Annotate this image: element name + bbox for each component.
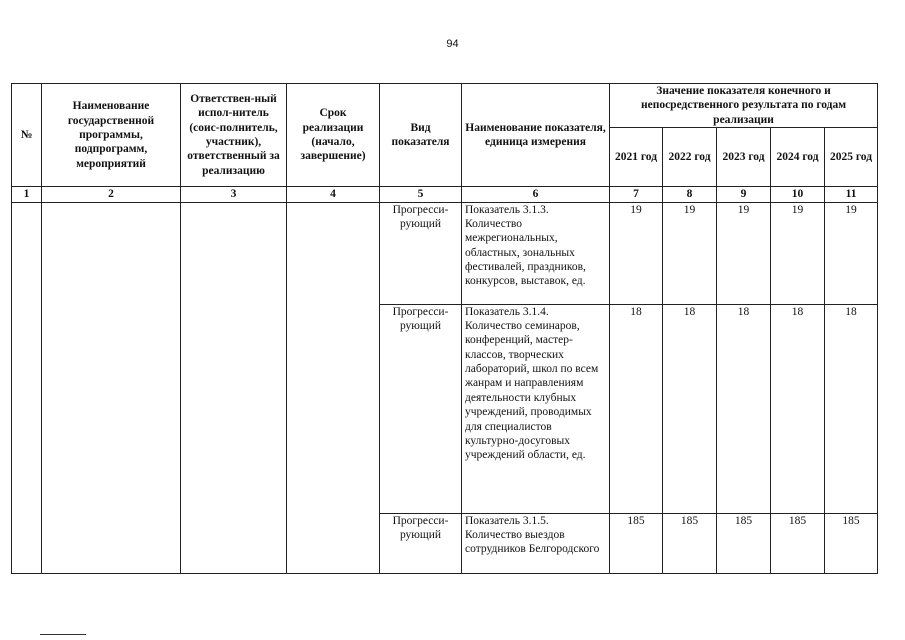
column-number: 1 bbox=[12, 187, 42, 202]
value-2023: 19 bbox=[717, 202, 771, 304]
indicator-name: Показатель 3.1.5. Количество выездов сотрудников Белгородского bbox=[462, 513, 610, 573]
period-cell bbox=[287, 202, 380, 573]
indicator-kind: Прогресси-рующий bbox=[380, 304, 462, 513]
column-number: 3 bbox=[181, 187, 287, 202]
column-number: 7 bbox=[610, 187, 663, 202]
header-year: 2023 год bbox=[717, 128, 771, 187]
program-cell bbox=[42, 202, 181, 573]
scan-bottom-mark bbox=[40, 634, 86, 635]
header-year: 2024 год bbox=[771, 128, 825, 187]
value-2022: 19 bbox=[663, 202, 717, 304]
value-2023: 18 bbox=[717, 304, 771, 513]
table-row bbox=[12, 202, 878, 304]
column-number: 11 bbox=[825, 187, 878, 202]
header-indicator-kind: Вид показателя bbox=[380, 84, 462, 187]
indicator-name: Показатель 3.1.3. Количество межрегиональных, областных, зональных фестивалей, праздников, конкурсов, выставок, ед. bbox=[462, 202, 610, 304]
number-cell bbox=[12, 202, 42, 573]
column-number: 9 bbox=[717, 187, 771, 202]
value-2023: 185 bbox=[717, 513, 771, 573]
value-2025: 19 bbox=[825, 202, 878, 304]
column-number: 2 bbox=[42, 187, 181, 202]
header-year: 2022 год bbox=[663, 128, 717, 187]
header-row-1 bbox=[12, 84, 878, 128]
header-year: 2021 год bbox=[610, 128, 663, 187]
value-2022: 185 bbox=[663, 513, 717, 573]
header-period: Срок реализации (начало, завершение) bbox=[287, 84, 380, 187]
indicator-kind: Прогресси-рующий bbox=[380, 513, 462, 573]
column-number: 4 bbox=[287, 187, 380, 202]
column-number: 10 bbox=[771, 187, 825, 202]
value-2024: 18 bbox=[771, 304, 825, 513]
column-number: 8 bbox=[663, 187, 717, 202]
value-2021: 19 bbox=[610, 202, 663, 304]
value-2024: 19 bbox=[771, 202, 825, 304]
header-values-group: Значение показателя конечного и непосредственного результата по годам реализации bbox=[610, 84, 878, 128]
value-2025: 185 bbox=[825, 513, 878, 573]
indicator-kind: Прогресси-рующий bbox=[380, 202, 462, 304]
executor-cell bbox=[181, 202, 287, 573]
header-indicator-name: Наименование показателя, единица измерения bbox=[462, 84, 610, 187]
value-2024: 185 bbox=[771, 513, 825, 573]
page-number: 94 bbox=[446, 38, 459, 50]
column-number: 5 bbox=[380, 187, 462, 202]
header-number: № bbox=[12, 84, 42, 187]
value-2025: 18 bbox=[825, 304, 878, 513]
header-program-name: Наименование государственной программы, подпрограмм, мероприятий bbox=[42, 84, 181, 187]
indicator-name: Показатель 3.1.4. Количество семинаров, конференций, мастер-классов, творческих лабораторий, школ по всем жанрам и направлениям деятельности клубных учреждений, проводимых для специалистов культурно-досуговых учреждений области, ед. bbox=[462, 304, 610, 513]
value-2021: 18 bbox=[610, 304, 663, 513]
column-number: 6 bbox=[462, 187, 610, 202]
value-2021: 185 bbox=[610, 513, 663, 573]
header-executor: Ответствен-ный испол-нитель (соис-полнитель, участник), ответственный за реализацию bbox=[181, 84, 287, 187]
header-year: 2025 год bbox=[825, 128, 878, 187]
value-2022: 18 bbox=[663, 304, 717, 513]
column-numbers-row bbox=[12, 187, 878, 202]
indicators-table bbox=[11, 83, 878, 574]
